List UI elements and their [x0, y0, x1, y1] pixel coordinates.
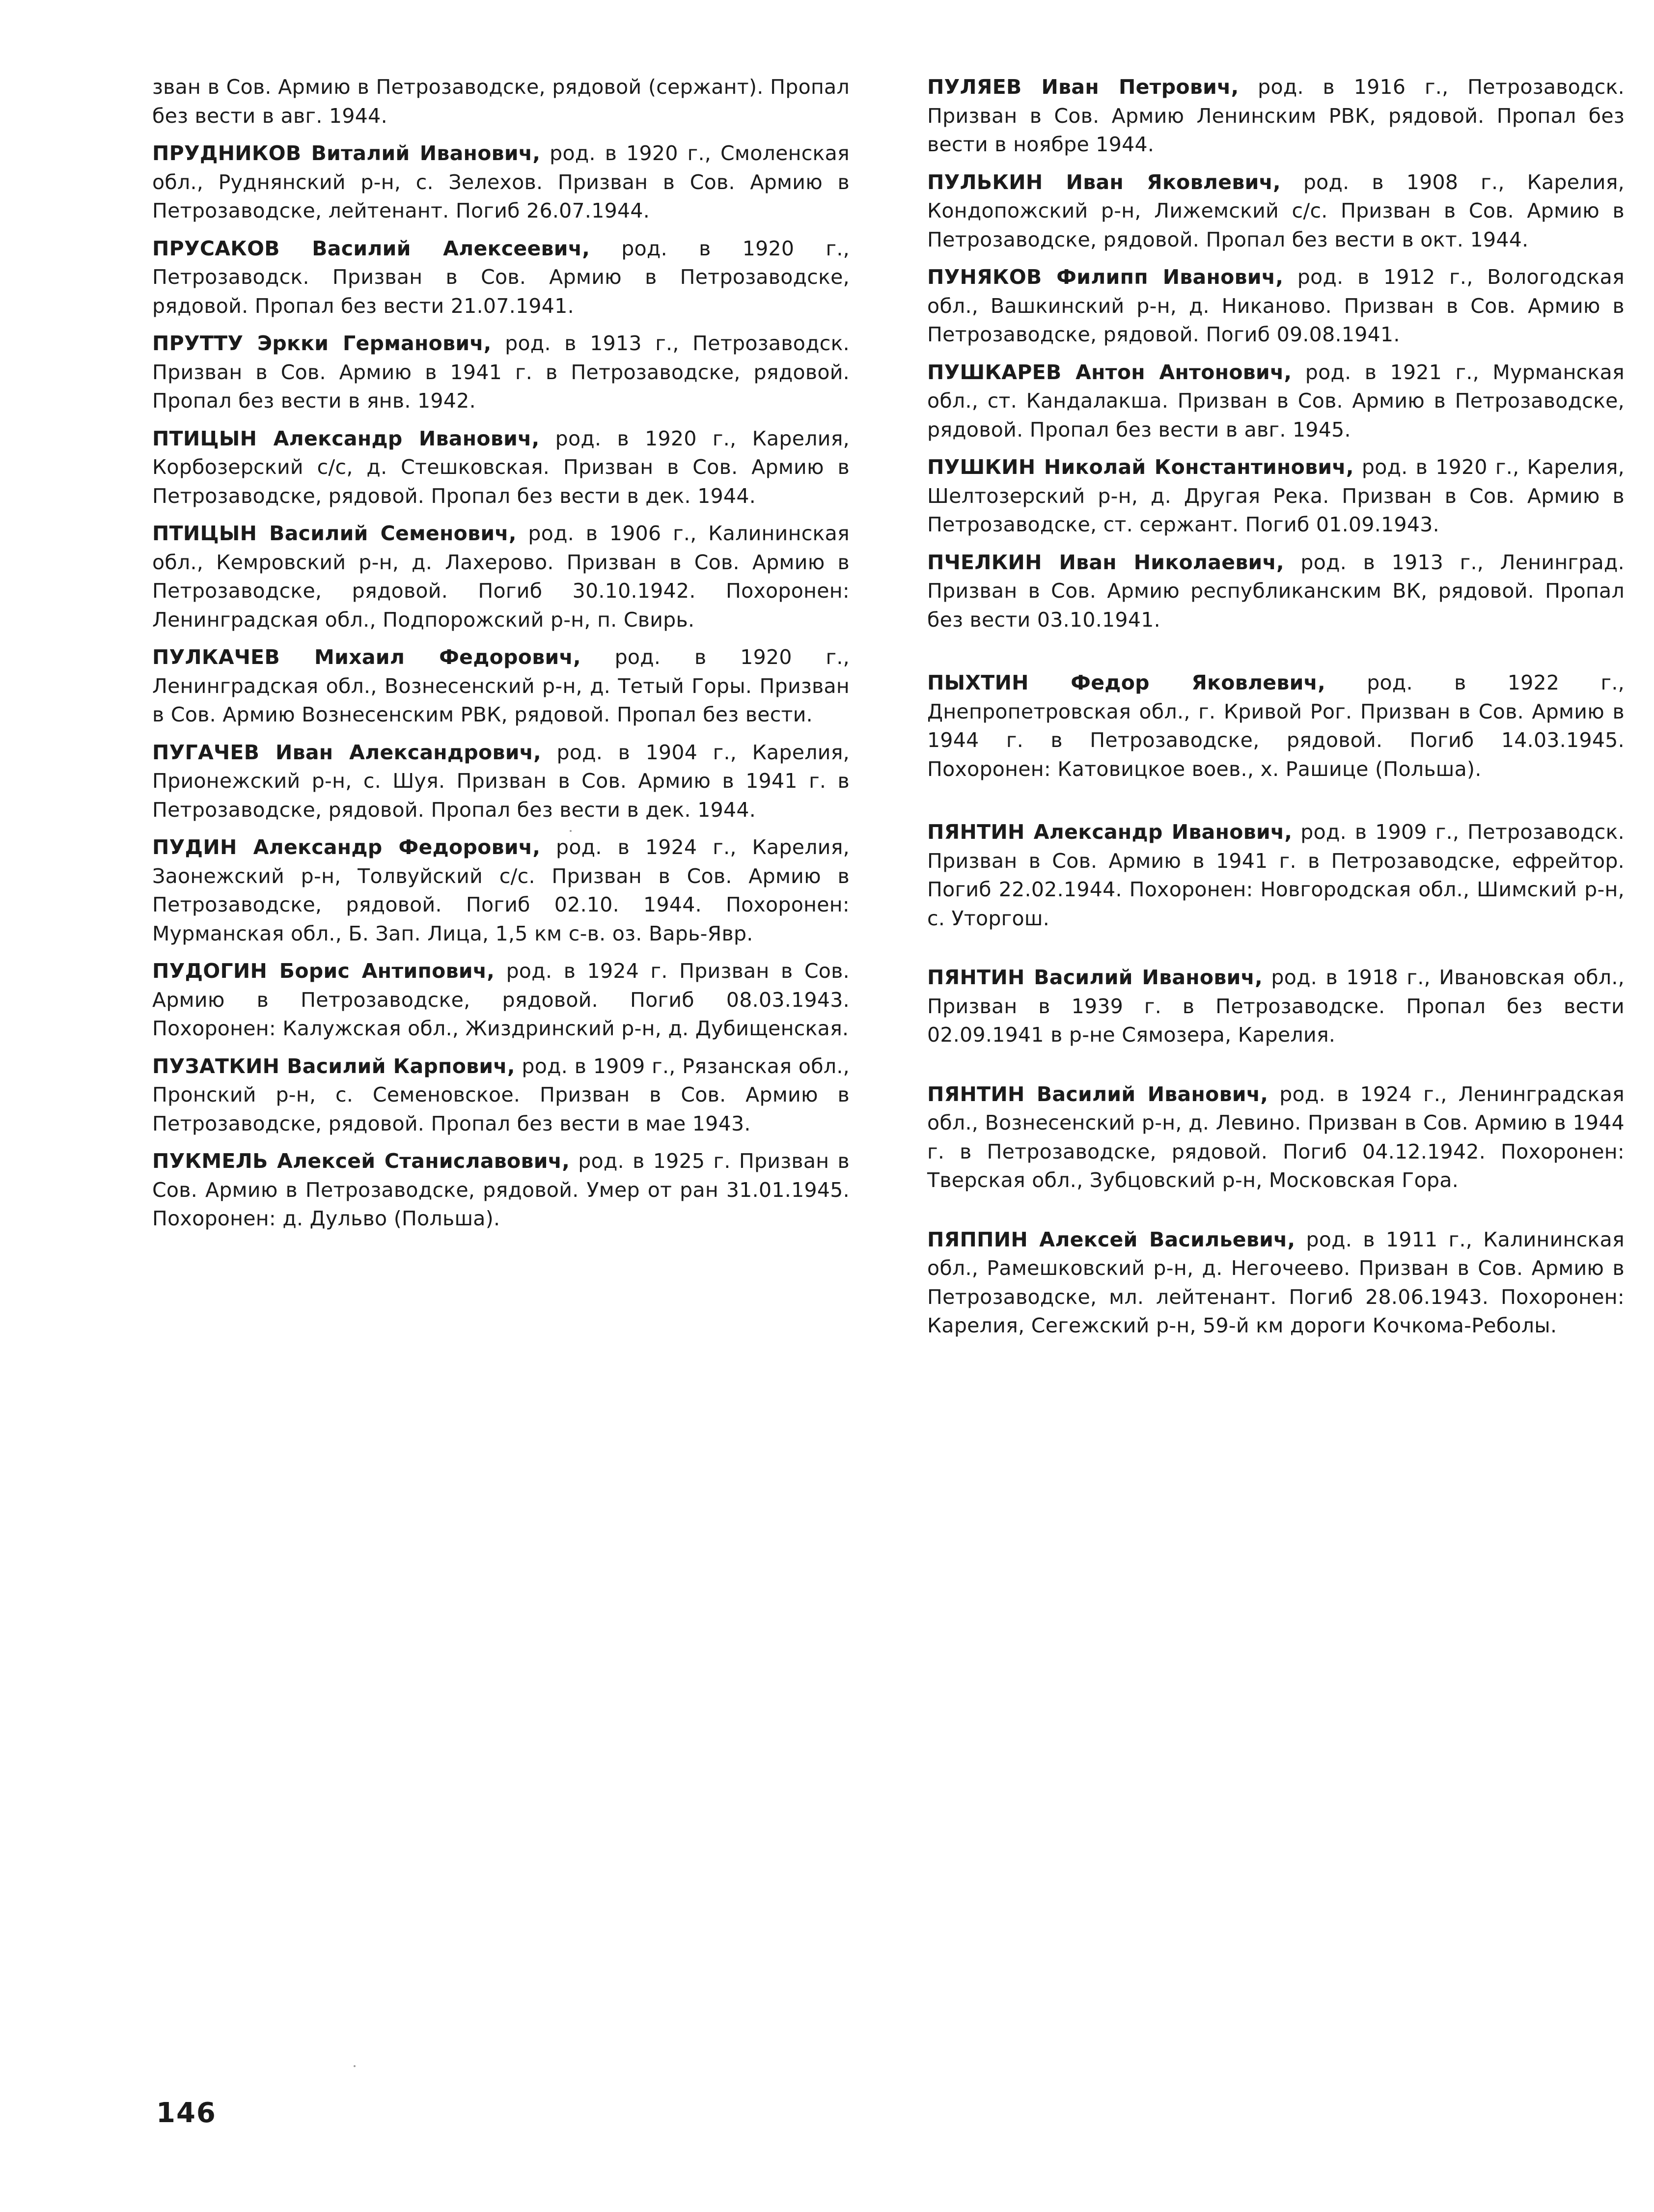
entry-name: ПТИЦЫН Василий Семенович, [152, 522, 517, 545]
entry-name: ПЫХТИН Федор Яковлевич, [927, 671, 1326, 694]
entry-name: ПУШКАРЕВ Антон Антонович, [927, 360, 1292, 384]
entry-pudogin [152, 957, 850, 1043]
entry-name: ПРУТТУ Эркки Германович, [152, 332, 492, 355]
entry-text: род. в 1913 г., Ленинград. Призван в Сов. Армию республиканским ВК, рядовой. Пропал без вести 03.10.1941. [927, 550, 1625, 632]
entry-text: род. в 1924 г. Призван в Сов. Армию в Петрозаводске, рядовой. Погиб 08.03.1943. Похоронен: Калужская обл., Жиздринский р-н, д. Дубищенская. [152, 959, 850, 1040]
entry-name: ПРУДНИКОВ Виталий Иванович, [152, 141, 541, 165]
entry-text: род. в 1909 г., Петрозаводск. Призван в Сов. Армию в 1941 г. в Петрозаводске, ефрейтор. Погиб 22.02.1944. Похоронен: Новгородская обл., Шимский р-н, с. Уторгош. [927, 820, 1625, 930]
entry-text: род. в 1909 г., Рязанская обл., Пронский р-н, с. Семеновское. Призван в Сов. Армию в Петрозаводске, рядовой. Пропал без вести в мае 1943. [152, 1054, 850, 1135]
entry-name: ПТИЦЫН Александр Иванович, [152, 426, 540, 450]
entry-continuation [152, 73, 850, 130]
entry-name: ПУЛКАЧЕВ Михаил Федорович, [152, 645, 581, 669]
entry-name: ПРУСАКОВ Василий Алексеевич, [152, 236, 590, 260]
entry-text: род. в 1920 г., Карелия, Шелтозерский р-н, д. Другая Река. Призван в Сов. Армию в Петрозаводске, ст. сержант. Погиб 01.09.1943. [927, 455, 1625, 536]
entry-pchelkin [927, 548, 1625, 635]
left-column [152, 73, 850, 1242]
entry-text: род. в 1916 г., Петрозаводск. Призван в Сов. Армию Ленинским РВК, рядовой. Пропал без вести в ноябре 1944. [927, 75, 1625, 156]
entry-ptitsyn-v [152, 519, 850, 634]
print-speck [570, 830, 572, 832]
entry-text: род. в 1922 г., Днепропетровская обл., г. Кривой Рог. Призван в Сов. Армию в 1944 г. в Петрозаводске, рядовой. Погиб 14.03.1945. Похоронен: Катовицкое воев., х. Рашице (Польша). [927, 671, 1625, 781]
entry-text: род. в 1921 г., Мурманская обл., ст. Кандалакша. Призван в Сов. Армию в Петрозаводске, рядовой. Пропал без вести в авг. 1945. [927, 360, 1625, 442]
entry-name: ПУЛЯЕВ Иван Петрович, [927, 75, 1239, 99]
entry-punyakov [927, 263, 1625, 349]
page-number: 146 [156, 2097, 217, 2129]
entry-text: род. в 1924 г., Ленинградская обл., Вознесенский р-н, д. Левино. Призван в Сов. Армию в 1944 г. в Петрозаводске, рядовой. Погиб 04.12.1942. Похоронен: Тверская обл., Зубцовский р-н, Московская Гора. [927, 1082, 1625, 1192]
entry-pyantin-a [927, 818, 1625, 933]
entry-text: род. в 1904 г., Карелия, Прионежский р-н, с. Шуя. Призван в Сов. Армию в 1941 г. в Петрозаводске, рядовой. Пропал без вести в дек. 1944. [152, 740, 850, 822]
entry-name: ПЯППИН Алексей Васильевич, [927, 1227, 1296, 1251]
entry-pushkin [927, 453, 1625, 539]
print-speck [354, 2065, 356, 2067]
entry-text: род. в 1925 г. Призван в Сов. Армию в Петрозаводске, рядовой. Умер от ран 31.01.1945. Похоронен: д. Дульво (Польша). [152, 1149, 850, 1230]
entry-name: ПУГАЧЕВ Иван Александрович, [152, 740, 542, 764]
entry-text: род. в 1920 г., Смоленская обл., Руднянский р-н, с. Зелехов. Призван в Сов. Армию в Петрозаводске, лейтенант. Погиб 26.07.1944. [152, 141, 850, 222]
entry-pykhtin [927, 668, 1625, 783]
entry-name: ПУЛЬКИН Иван Яковлевич, [927, 170, 1281, 194]
entry-text: зван в Сов. Армию в Петрозаводске, рядовой (сержант). Пропал без вести в авг. 1944. [152, 75, 850, 128]
entry-pulkachev [152, 643, 850, 729]
entry-text: род. в 1920 г., Ленинградская обл., Вознесенский р-н, д. Тетый Горы. Призван в Сов. Армию Вознесенским РВК, рядовой. Пропал без вести. [152, 645, 850, 726]
entry-pruttu [152, 329, 850, 415]
entry-text: род. в 1908 г., Карелия, Кондопожский р-н, Лижемский с/с. Призван в Сов. Армию в Петрозаводске, рядовой. Пропал без вести в окт. 1944. [927, 170, 1625, 251]
entry-text: род. в 1920 г., Карелия, Корбозерский с/с, д. Стешковская. Призван в Сов. Армию в Петрозаводске, рядовой. Пропал без вести в дек. 1944. [152, 426, 850, 508]
entry-pulyaev [927, 73, 1625, 159]
entry-text: род. в 1911 г., Калининская обл., Рамешковский р-н, д. Негочеево. Призван в Сов. Армию в Петрозаводске, мл. лейтенант. Погиб 28.06.1943. Похоронен: Карелия, Сегежский р-н, 59-й км дороги Кочкома-Реболы. [927, 1227, 1625, 1337]
entry-name: ПЯНТИН Василий Иванович, [927, 966, 1263, 989]
entry-pugachev [152, 738, 850, 825]
entry-ptitsyn-a [152, 424, 850, 511]
entry-prusakov [152, 234, 850, 321]
entry-pyantin-v-1918 [927, 963, 1625, 1050]
entry-name: ПЧЕЛКИН Иван Николаевич, [927, 550, 1284, 574]
right-column [927, 73, 1625, 1349]
entry-pukmel [152, 1147, 850, 1233]
entry-name: ПУКМЕЛЬ Алексей Станиславович, [152, 1149, 570, 1173]
entry-name: ПУЗАТКИН Василий Карпович, [152, 1054, 515, 1078]
entry-pyappin [927, 1225, 1625, 1340]
entry-pudin [152, 833, 850, 948]
entry-pyantin-v-1924 [927, 1080, 1625, 1195]
entry-prudnikov [152, 139, 850, 225]
entry-name: ПЯНТИН Василий Иванович, [927, 1082, 1268, 1106]
entry-pulkin [927, 168, 1625, 254]
entry-name: ПУШКИН Николай Константинович, [927, 455, 1354, 479]
entry-name: ПЯНТИН Александр Иванович, [927, 820, 1293, 844]
entry-text: род. в 1913 г., Петрозаводск. Призван в Сов. Армию в 1941 г. в Петрозаводске, рядовой. Пропал без вести в янв. 1942. [152, 332, 850, 413]
entry-text: род. в 1906 г., Калининская обл., Кемровский р-н, д. Лахерово. Призван в Сов. Армию в Петрозаводске, рядовой. Погиб 30.10.1942. Похоронен: Ленинградская обл., Подпорожский р-н, п. Свирь. [152, 522, 850, 632]
entry-pushkarev [927, 358, 1625, 444]
entry-name: ПУНЯКОВ Филипп Иванович, [927, 265, 1284, 289]
entry-text: род. в 1918 г., Ивановская обл., Призван в 1939 г. в Петрозаводске. Пропал без вести 02.09.1941 в р-не Сямозера, Карелия. [927, 966, 1625, 1047]
entry-name: ПУДОГИН Борис Антипович, [152, 959, 495, 983]
entry-puzatkin [152, 1052, 850, 1138]
entry-name: ПУДИН Александр Федорович, [152, 835, 541, 859]
entry-text: род. в 1920 г., Петрозаводск. Призван в Сов. Армию в Петрозаводске, рядовой. Пропал без вести 21.07.1941. [152, 236, 850, 318]
entry-text: род. в 1912 г., Вологодская обл., Вашкинский р-н, д. Никаново. Призван в Сов. Армию в Петрозаводске, рядовой. Погиб 09.08.1941. [927, 265, 1625, 346]
entry-text: род. в 1924 г., Карелия, Заонежский р-н, Толвуйский с/с. Призван в Сов. Армию в Петрозаводске, рядовой. Погиб 02.10. 1944. Похоронен: Мурманская обл., Б. Зап. Лица, 1,5 км с-в. оз. Варь-Явр. [152, 835, 850, 945]
